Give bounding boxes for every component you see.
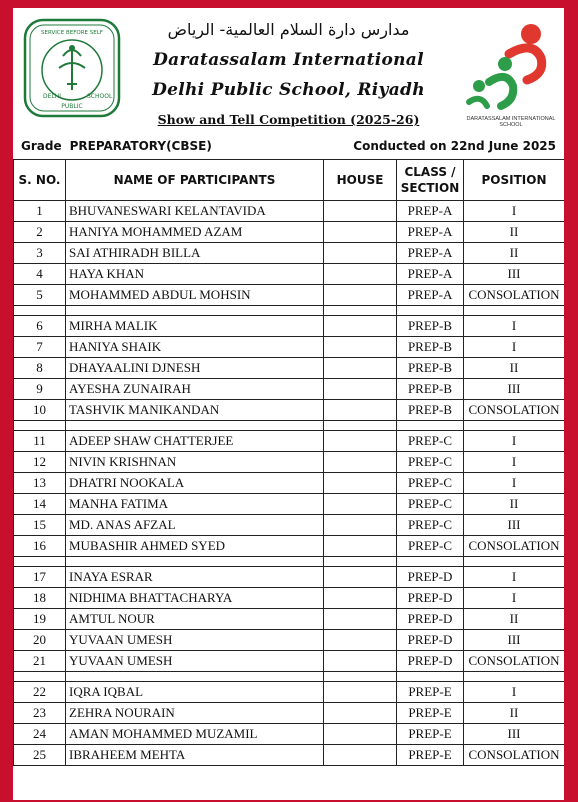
table-row <box>14 745 565 766</box>
cell-participant-name: YUVAAN UMESH <box>66 630 324 651</box>
cell-participant-name: TASHVIK MANIKANDAN <box>66 400 324 421</box>
cell-serial-number: 1 <box>14 201 66 222</box>
cell-house <box>324 651 397 672</box>
cell-serial-number: 3 <box>14 243 66 264</box>
cell-position: II <box>464 494 565 515</box>
cell-house <box>324 243 397 264</box>
cell-serial-number: 19 <box>14 609 66 630</box>
separator-cell <box>14 672 66 682</box>
cell-serial-number: 23 <box>14 703 66 724</box>
cell-class-section: PREP-A <box>397 285 464 306</box>
cell-position: CONSOLATION <box>464 745 565 766</box>
group-separator-row <box>14 306 565 316</box>
group-separator-row <box>14 421 565 431</box>
cell-serial-number: 11 <box>14 431 66 452</box>
table-row <box>14 400 565 421</box>
cell-house <box>324 703 397 724</box>
cell-position: I <box>464 567 565 588</box>
cell-class-section: PREP-C <box>397 452 464 473</box>
group-separator-row <box>14 672 565 682</box>
table-row <box>14 243 565 264</box>
table-row <box>14 285 565 306</box>
cell-participant-name: MIRHA MALIK <box>66 316 324 337</box>
cell-house <box>324 536 397 557</box>
cell-class-section: PREP-C <box>397 473 464 494</box>
cell-position: I <box>464 431 565 452</box>
table-row <box>14 379 565 400</box>
table-row <box>14 609 565 630</box>
cell-serial-number: 24 <box>14 724 66 745</box>
cell-position: III <box>464 630 565 651</box>
cell-position: II <box>464 703 565 724</box>
separator-cell <box>397 557 464 567</box>
separator-cell <box>324 557 397 567</box>
table-row <box>14 630 565 651</box>
cell-house <box>324 567 397 588</box>
table-header-row <box>14 160 565 201</box>
school-name-line1: Daratassalam International <box>153 50 424 70</box>
cell-participant-name: SAI ATHIRADH BILLA <box>66 243 324 264</box>
cell-house <box>324 515 397 536</box>
col-header-class-line2: SECTION <box>400 181 460 195</box>
cell-class-section: PREP-E <box>397 703 464 724</box>
table-row <box>14 222 565 243</box>
crest-text-bottom: PUBLIC <box>61 103 83 110</box>
cell-class-section: PREP-C <box>397 515 464 536</box>
cell-participant-name: DHAYAALINI DJNESH <box>66 358 324 379</box>
cell-house <box>324 452 397 473</box>
cell-class-section: PREP-D <box>397 567 464 588</box>
school-name-line2: Delhi Public School, Riyadh <box>152 80 425 100</box>
separator-cell <box>14 557 66 567</box>
table-row <box>14 494 565 515</box>
cell-position: I <box>464 588 565 609</box>
table-row <box>14 452 565 473</box>
grade-label: Grade <box>21 139 62 153</box>
cell-class-section: PREP-A <box>397 201 464 222</box>
cell-serial-number: 15 <box>14 515 66 536</box>
col-header-class <box>397 160 464 201</box>
table-row <box>14 588 565 609</box>
grade-line <box>21 139 212 153</box>
table-row <box>14 473 565 494</box>
cell-serial-number: 9 <box>14 379 66 400</box>
cell-serial-number: 10 <box>14 400 66 421</box>
cell-serial-number: 4 <box>14 264 66 285</box>
cell-position: CONSOLATION <box>464 651 565 672</box>
separator-cell <box>14 306 66 316</box>
cell-house <box>324 724 397 745</box>
results-table <box>13 159 564 766</box>
cell-class-section: PREP-D <box>397 651 464 672</box>
cell-class-section: PREP-A <box>397 243 464 264</box>
separator-cell <box>397 672 464 682</box>
cell-serial-number: 25 <box>14 745 66 766</box>
separator-cell <box>464 306 565 316</box>
cell-participant-name: MD. ANAS AFZAL <box>66 515 324 536</box>
cell-serial-number: 7 <box>14 337 66 358</box>
cell-house <box>324 264 397 285</box>
cell-participant-name: MUBASHIR AHMED SYED <box>66 536 324 557</box>
cell-house <box>324 201 397 222</box>
cell-position: I <box>464 682 565 703</box>
separator-cell <box>66 557 324 567</box>
cell-participant-name: HAYA KHAN <box>66 264 324 285</box>
cell-participant-name: BHUVANESWARI KELANTAVIDA <box>66 201 324 222</box>
table-body <box>14 201 565 766</box>
cell-participant-name: NIVIN KRISHNAN <box>66 452 324 473</box>
table-row <box>14 316 565 337</box>
cell-position: III <box>464 724 565 745</box>
separator-cell <box>464 421 565 431</box>
cell-class-section: PREP-C <box>397 536 464 557</box>
cell-serial-number: 6 <box>14 316 66 337</box>
table-row <box>14 724 565 745</box>
cell-class-section: PREP-A <box>397 222 464 243</box>
table-row <box>14 264 565 285</box>
cell-participant-name: NIDHIMA BHATTACHARYA <box>66 588 324 609</box>
cell-participant-name: HANIYA MOHAMMED AZAM <box>66 222 324 243</box>
cell-class-section: PREP-B <box>397 379 464 400</box>
col-header-name: NAME OF PARTICIPANTS <box>66 160 324 201</box>
cell-participant-name: MANHA FATIMA <box>66 494 324 515</box>
col-header-house: HOUSE <box>324 160 397 201</box>
table-row <box>14 651 565 672</box>
separator-cell <box>324 672 397 682</box>
cell-position: I <box>464 316 565 337</box>
cell-serial-number: 12 <box>14 452 66 473</box>
cell-position: III <box>464 515 565 536</box>
cell-position: II <box>464 358 565 379</box>
separator-cell <box>66 306 324 316</box>
cell-class-section: PREP-D <box>397 630 464 651</box>
cell-class-section: PREP-D <box>397 609 464 630</box>
cell-class-section: PREP-B <box>397 316 464 337</box>
cell-participant-name: ADEEP SHAW CHATTERJEE <box>66 431 324 452</box>
cell-serial-number: 16 <box>14 536 66 557</box>
group-separator-row <box>14 557 565 567</box>
table-row <box>14 337 565 358</box>
cell-position: III <box>464 379 565 400</box>
separator-cell <box>324 306 397 316</box>
cell-position: II <box>464 609 565 630</box>
table-row <box>14 703 565 724</box>
cell-house <box>324 588 397 609</box>
cell-class-section: PREP-A <box>397 264 464 285</box>
cell-position: I <box>464 337 565 358</box>
separator-cell <box>464 672 565 682</box>
cell-house <box>324 222 397 243</box>
cell-house <box>324 379 397 400</box>
cell-class-section: PREP-E <box>397 724 464 745</box>
table-row <box>14 201 565 222</box>
table-row <box>14 358 565 379</box>
cell-participant-name: AMAN MOHAMMED MUZAMIL <box>66 724 324 745</box>
cell-participant-name: MOHAMMED ABDUL MOHSIN <box>66 285 324 306</box>
table-row <box>14 536 565 557</box>
cell-participant-name: ZEHRA NOURAIN <box>66 703 324 724</box>
cell-serial-number: 5 <box>14 285 66 306</box>
cell-class-section: PREP-B <box>397 400 464 421</box>
cell-house <box>324 630 397 651</box>
cell-house <box>324 285 397 306</box>
cell-participant-name: AMTUL NOUR <box>66 609 324 630</box>
cell-house <box>324 682 397 703</box>
cell-position: III <box>464 264 565 285</box>
cell-class-section: PREP-E <box>397 682 464 703</box>
col-header-class-line1: CLASS / <box>404 165 456 179</box>
cell-class-section: PREP-B <box>397 337 464 358</box>
table-row <box>14 567 565 588</box>
grade-value: PREPARATORY(CBSE) <box>69 139 212 153</box>
cell-house <box>324 316 397 337</box>
cell-house <box>324 609 397 630</box>
cell-participant-name: IQRA IQBAL <box>66 682 324 703</box>
col-header-sno: S. NO. <box>14 160 66 201</box>
cell-class-section: PREP-B <box>397 358 464 379</box>
right-logo-caption: DARATASSALAM INTERNATIONAL SCHOOL <box>466 116 556 128</box>
cell-position: CONSOLATION <box>464 400 565 421</box>
cell-position: I <box>464 473 565 494</box>
cell-house <box>324 337 397 358</box>
event-title: Show and Tell Competition (2025-26) <box>157 112 420 127</box>
separator-cell <box>66 421 324 431</box>
separator-cell <box>14 421 66 431</box>
cell-house <box>324 431 397 452</box>
cell-house <box>324 494 397 515</box>
separator-cell <box>66 672 324 682</box>
cell-position: II <box>464 222 565 243</box>
cell-participant-name: IBRAHEEM MEHTA <box>66 745 324 766</box>
cell-participant-name: DHATRI NOOKALA <box>66 473 324 494</box>
cell-participant-name: YUVAAN UMESH <box>66 651 324 672</box>
cell-participant-name: INAYA ESRAR <box>66 567 324 588</box>
cell-position: CONSOLATION <box>464 536 565 557</box>
cell-house <box>324 745 397 766</box>
cell-class-section: PREP-C <box>397 431 464 452</box>
cell-house <box>324 473 397 494</box>
separator-cell <box>464 557 565 567</box>
cell-position: I <box>464 201 565 222</box>
cell-participant-name: AYESHA ZUNAIRAH <box>66 379 324 400</box>
separator-cell <box>324 421 397 431</box>
separator-cell <box>397 421 464 431</box>
cell-position: II <box>464 243 565 264</box>
separator-cell <box>397 306 464 316</box>
cell-serial-number: 21 <box>14 651 66 672</box>
cell-serial-number: 2 <box>14 222 66 243</box>
cell-class-section: PREP-C <box>397 494 464 515</box>
cell-serial-number: 20 <box>14 630 66 651</box>
cell-participant-name: HANIYA SHAIK <box>66 337 324 358</box>
crest-text-right: SCHOOL <box>87 93 113 100</box>
cell-serial-number: 14 <box>14 494 66 515</box>
cell-class-section: PREP-E <box>397 745 464 766</box>
conducted-date: Conducted on 22nd June 2025 <box>353 139 556 153</box>
cell-house <box>324 400 397 421</box>
cell-serial-number: 22 <box>14 682 66 703</box>
table-row <box>14 682 565 703</box>
col-header-position: POSITION <box>464 160 565 201</box>
arabic-school-name: مدارس دارة السلام العالمية- الرياض <box>167 20 410 39</box>
cell-position: CONSOLATION <box>464 285 565 306</box>
crest-text-left: DELHI <box>43 93 62 100</box>
crest-motto: SERVICE BEFORE SELF <box>41 30 103 36</box>
cell-serial-number: 17 <box>14 567 66 588</box>
cell-position: I <box>464 452 565 473</box>
cell-serial-number: 8 <box>14 358 66 379</box>
table-row <box>14 515 565 536</box>
cell-serial-number: 18 <box>14 588 66 609</box>
cell-serial-number: 13 <box>14 473 66 494</box>
cell-class-section: PREP-D <box>397 588 464 609</box>
table-row <box>14 431 565 452</box>
cell-house <box>324 358 397 379</box>
document-page <box>13 8 564 800</box>
